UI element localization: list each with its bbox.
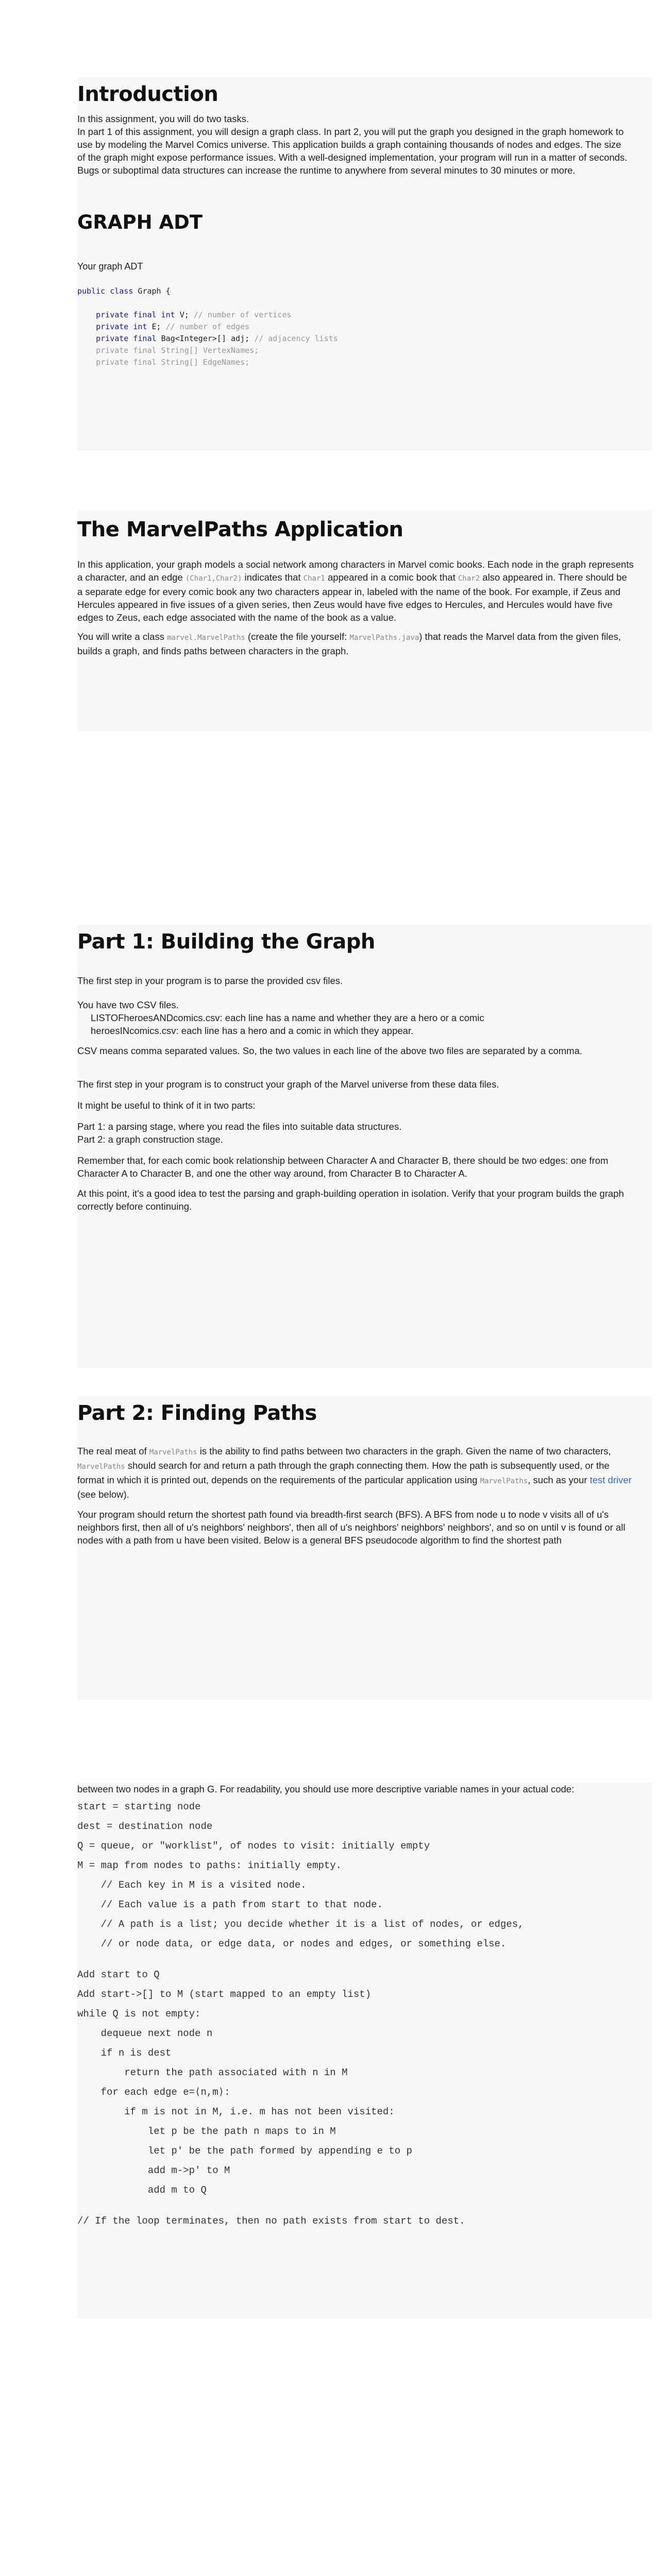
intro-section (77, 77, 652, 193)
part1-para: Remember that, for each comic book relationship between Character A and Character B, there should be two edges: one from Character A to Character B, and one the other way around, from Character B to Character A. (77, 1155, 609, 1179)
pseudo-line: // Each key in M is a visited node. (77, 1879, 307, 1891)
pseudo-line: // or node data, or edge data, or nodes and edges, or something else. (77, 1938, 507, 1950)
part2-para-2: Your program should return the shortest path found via breadth-first search (BFS). A BFS from node u to node v visits all of u's neighbors first, then all of u's neighbors' neighbors', then all of u's neighbors' neighbors' neighbors', and so on until v is found or all nodes with a path from u have been visited. Below is a general BFS pseudocode algorithm to find the shortest path (77, 1509, 626, 1546)
part1-para: The first step in your program is to parse the provided csv files. (77, 975, 343, 986)
code-line: private final Bag<Integer>[] adj; // adjacency lists (77, 334, 338, 343)
intro-para-1: In this assignment, you will do two tasks. (77, 113, 249, 124)
part2-para-1: The real meat of MarvelPaths is the ability to find paths between two characters in the graph. Given the name of two characters, MarvelPaths should search for and return a path through the graph connecting them. How the path is subsequently used, or the format in which it is printed out, depends on the requirements of the particular application using MarvelPaths, such as your test driver (see below). (77, 1446, 632, 1500)
code-line: public class Graph { (77, 286, 171, 296)
pseudo-line: while Q is not empty: (77, 2008, 201, 2020)
intro-title: Introduction (77, 82, 218, 106)
part2-section (77, 1396, 652, 1700)
part1-section (77, 925, 652, 1368)
part1-para: CSV means comma separated values. So, the two values in each line of the above two files are separated by a comma. (77, 1045, 582, 1056)
part1-para: Part 1: a parsing stage, where you read the files into suitable data structures. (77, 1121, 402, 1132)
pseudo-line: // If the loop terminates, then no path exists from start to dest. (77, 2215, 465, 2227)
pseudo-line: if n is dest (77, 2047, 172, 2059)
pseudo-line: add m to Q (77, 2184, 207, 2196)
marvelpaths-title: The MarvelPaths Application (77, 518, 403, 541)
pseudo-line: dequeue next node n (77, 2028, 213, 2039)
part1-para: It might be useful to think of it in two parts: (77, 1100, 256, 1111)
bfs-section (77, 1783, 652, 2318)
test-driver-link[interactable]: test driver (589, 1475, 632, 1485)
part2-title: Part 2: Finding Paths (77, 1401, 317, 1425)
graph-adt-caption: Your graph ADT (77, 261, 143, 272)
graph-adt-section (77, 193, 652, 451)
part1-para: The first step in your program is to construct your graph of the Marvel universe from these data files. (77, 1079, 499, 1090)
pseudo-line: Add start to Q (77, 1969, 160, 1980)
part1-para: Part 2: a graph construction stage. (77, 1134, 223, 1145)
pseudo-line: add m->p' to M (77, 2165, 230, 2176)
pseudo-line: dest = destination node (77, 1821, 213, 1832)
code-line: private final String[] EdgeNames; (77, 358, 250, 367)
pseudo-line: for each edge e=⟨n,m⟩: (77, 2087, 230, 2098)
pseudo-line: Add start->[] to M (start mapped to an empty list) (77, 1989, 372, 2000)
pseudo-line: start = starting node (77, 1801, 201, 1812)
marvelpaths-section (77, 510, 652, 732)
intro-para-2: In part 1 of this assignment, you will design a graph class. In part 2, you will put the graph you designed in the graph homework to use by modeling the Marvel Comics universe. This application builds a graph containing thousands of nodes and edges. The size of the graph might expose performance issues. With a well-designed implementation, your program will run in a matter of seconds. Bugs or suboptimal data structures can increase the runtime to anywhere from several minutes to 30 minutes or more. (77, 126, 628, 176)
code-line: private int E; // number of edges (77, 322, 250, 331)
graph-adt-title: GRAPH ADT (77, 211, 203, 233)
marvelpaths-para-2: You will write a class marvel.MarvelPaths (create the file yourself: MarvelPaths.java) that reads the Marvel data from the given files, builds a graph, and finds paths between characters in the graph. (77, 631, 621, 656)
code-line: private final int V; // number of vertices (77, 310, 292, 319)
pseudo-line: return the path associated with n in M (77, 2067, 348, 2078)
pseudo-line: // Each value is a path from start to that node. (77, 1899, 383, 1910)
pseudo-line: M = map from nodes to paths: initially empty. (77, 1860, 342, 1871)
part1-para: At this point, it's a good idea to test the parsing and graph-building operation in isolation. Verify that your program builds the graph correctly before continuing. (77, 1188, 624, 1212)
part1-csv-item: heroesINcomics.csv: each line has a hero and a comic in which they appear. (91, 1025, 414, 1036)
bfs-pseudocode (77, 1801, 634, 2227)
pseudo-line: if m is not in M, i.e. m has not been visited: (77, 2106, 395, 2117)
pseudo-line: let p' be the path formed by appending e to p (77, 2145, 412, 2157)
part2-para-3: between two nodes in a graph G. For readability, you should use more descriptive variable names in your actual code: (77, 1784, 575, 1794)
pseudo-line: Q = queue, or "worklist", of nodes to visit: initially empty (77, 1840, 430, 1852)
part1-para: You have two CSV files. (77, 999, 179, 1010)
graph-adt-code (77, 285, 652, 368)
code-line (77, 297, 652, 309)
part1-csv-item: LISTOFheroesANDcomics.csv: each line has a name and whether they are a hero or a comic (91, 1012, 484, 1023)
pseudo-line: let p be the path n maps to in M (77, 2126, 336, 2137)
marvelpaths-para-1: In this application, your graph models a social network among characters in Marvel comic books. Each node in the graph represents a character, and an edge (Char1,Char2) indicates that Char1 appeared in a comic book that Char2 also appeared in. There should be a separate edge for every comic book any two characters appear in, labeled with the name of the book. For example, if Zeus and Hercules appeared in five issues of a given series, then Zeus would have five edges to Hercules, and Hercules would have five edges to Zeus, each edge associated with the name of the book as a value. (77, 559, 634, 623)
pseudo-line: // A path is a list; you decide whether it is a list of nodes, or edges, (77, 1919, 524, 1930)
code-line: private final String[] VertexNames; (77, 346, 259, 355)
part1-title: Part 1: Building the Graph (77, 930, 375, 954)
